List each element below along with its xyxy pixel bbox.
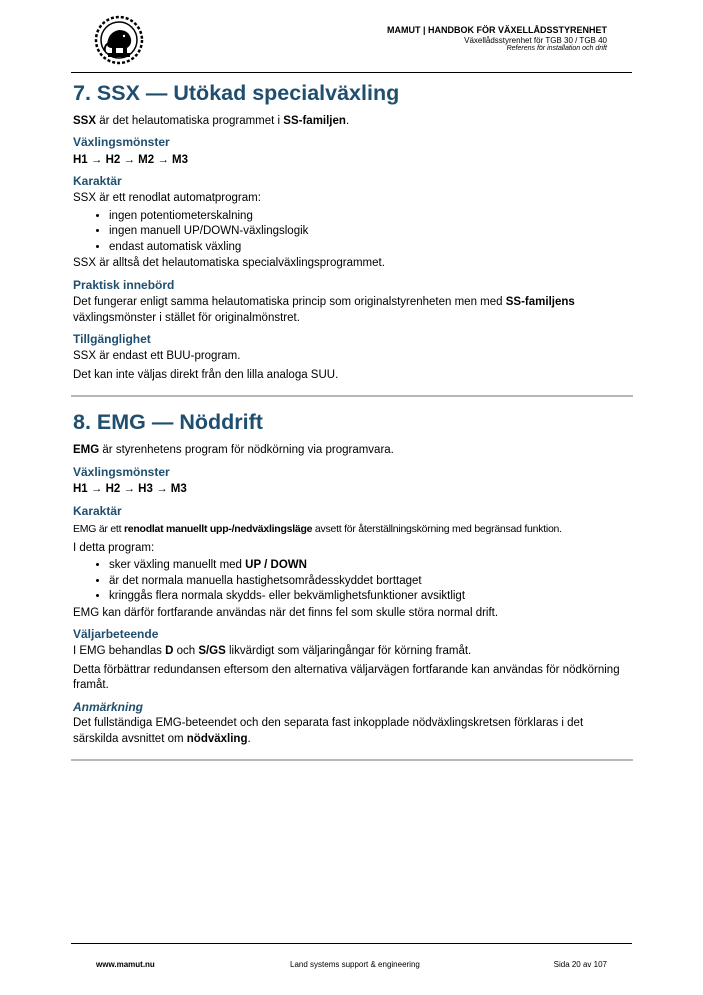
selector-line-1 [73,644,631,660]
character-list [73,558,631,605]
section-emg [73,409,631,747]
subheading-availability: Tillgänglighet [73,332,151,347]
meaning-text [73,295,631,326]
list-item [109,558,631,574]
body-text: och [173,645,199,658]
intro-text: är styrenhetens program för nödkörning via programvara. [99,444,394,457]
body-text: likvärdigt som väljaringångar för körning framåt. [225,645,472,658]
subheading-meaning: Praktisk innebörd [73,277,175,292]
footer-company: Land systems support & engineering [290,960,420,969]
bold-term: EMG [73,444,100,457]
shift-pattern: H1 → H2 → M2 → M3 [73,153,189,166]
section-intro [73,443,631,459]
header-caption: Referens för installation och drift [506,45,607,53]
bold-term: D [165,645,174,658]
selector-line-2: Detta förbättrar redundansen eftersom den alternativa väljarvägen fortfarande kan användas för nödkörning framåt. [73,663,620,692]
section-heading: 8. EMG — Nöddrift [73,410,263,435]
bold-term: renodlat manuellt upp-/nedväxlingsläge [123,522,313,535]
note-text [73,716,631,747]
mamut-logo-icon [94,15,144,65]
bold-term: SS-familjens [505,296,575,309]
subheading-note: Anmärkning [73,699,144,714]
subheading-pattern: Växlingsmönster [73,464,170,479]
bold-term: nödväxling [186,732,248,745]
section-intro [73,114,631,130]
body-text: . [247,732,251,745]
footer-website: www.mamut.nu [96,960,155,969]
header-subtitle: Växellådsstyrenhet för TGB 30 / TGB 40 [464,35,607,45]
body-text: sker växling manuellt med [109,559,246,572]
bold-term: S/GS [198,645,226,658]
body-text: I EMG behandlas [73,645,166,658]
intro-text: . [345,114,350,127]
list-item: • endast automatisk växling [109,240,631,256]
bold-term: SS-familjen [283,114,346,127]
intro-text: är det helautomatiska programmet i [96,114,284,127]
character-intro: I detta program: [73,541,155,554]
body-text: Det fungerar enligt samma helautomatiska princip som originalstyrenheten men med [73,296,506,309]
main-content [73,80,631,773]
subheading-selector: Väljarbeteende [73,627,159,642]
footer-page-number: Sida 20 av 107 [553,960,607,969]
bold-term: UP / DOWN [245,559,307,572]
header-rule [71,72,632,73]
section-ssx [73,80,631,383]
body-text: EMG är ett [73,522,124,535]
subheading-character: Karaktär [73,503,122,518]
footer-rule [71,943,632,944]
list-item: • ingen potentiometerskalning [109,209,631,225]
section-heading: 7. SSX — Utökad specialväxling [73,81,400,105]
body-text: Det fullständiga EMG-beteendet och den separata fast inkopplade nödväxlingskretsen förklaras i det särskilda avsnittet om [73,717,584,745]
character-intro: SSX är ett renodlat automatprogram: [73,192,261,205]
section-divider [71,395,633,397]
body-text: avsett för återställningskörning med begränsad funktion. [312,522,562,535]
subheading-pattern: Växlingsmönster [73,135,170,150]
body-text: växlingsmönster i stället för originalmönstret. [73,311,300,324]
character-outro: EMG kan därför fortfarande användas när det finns fel som skulle störa normal drift. [73,606,499,619]
list-item: • kringgås flera normala skydds- eller bekvämlighetsfunktioner avsiktligt [109,589,631,605]
character-outro: SSX är alltså det helautomatiska specialväxlingsprogrammet. [73,257,385,270]
page-header [387,25,607,54]
section-divider [71,759,633,761]
character-line [73,521,631,538]
character-list [73,209,631,256]
shift-pattern: H1 → H2 → H3 → M3 [73,483,187,495]
list-item: • är det normala manuella hastighetsområdesskyddet borttaget [109,574,631,590]
subheading-character: Karaktär [73,174,122,189]
header-title: MAMUT | HANDBOK FÖR VÄXELLÅDSSTYRENHET [386,25,607,35]
availability-line-1: SSX är endast ett BUU-program. [73,350,241,363]
list-item: • ingen manuell UP/DOWN-växlingslogik [109,224,631,240]
bold-term: SSX [73,114,97,127]
availability-line-2: Det kan inte väljas direkt från den lilla analoga SUU. [73,368,339,381]
